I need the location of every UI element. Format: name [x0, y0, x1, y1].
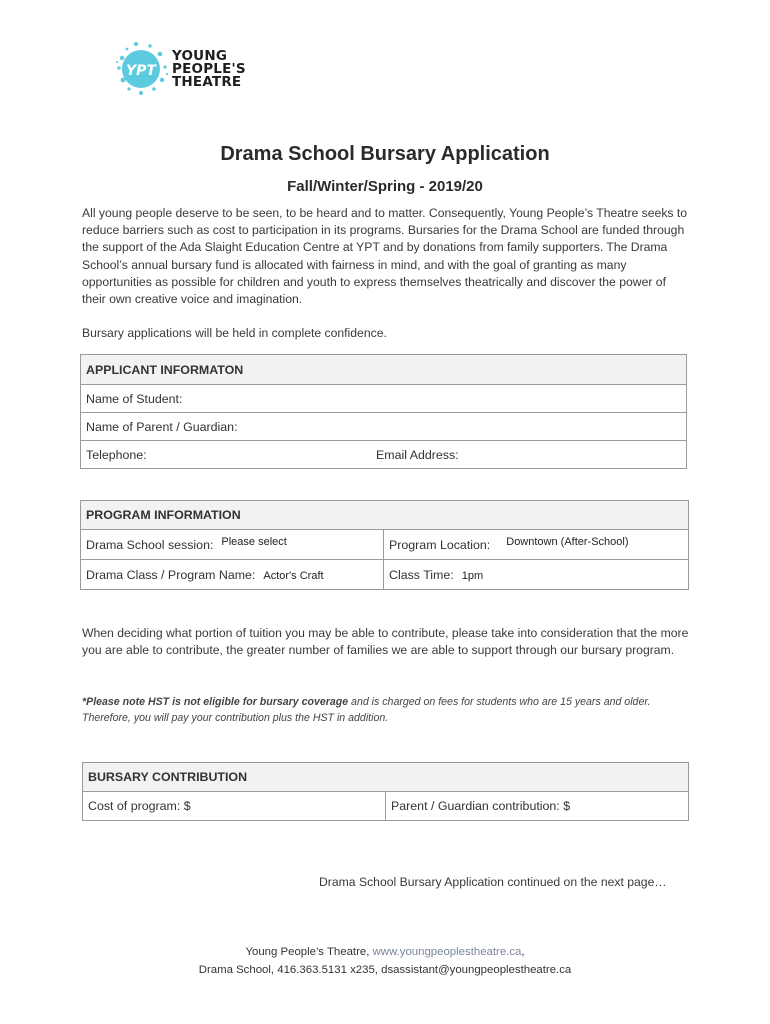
program-information-table	[80, 500, 689, 590]
cost-field[interactable]: Cost of program: $	[83, 792, 386, 821]
footer-line-1: Young People’s Theatre, www.youngpeoplestheatre.ca,	[245, 946, 525, 958]
email-field[interactable]: Email Address:	[371, 441, 687, 469]
continued-note: Drama School Bursary Application continued on the next page…	[319, 875, 667, 889]
class-time-value[interactable]: 1pm	[461, 569, 484, 582]
parent-name-field[interactable]: Name of Parent / Guardian:	[81, 413, 687, 441]
tuition-paragraph: When deciding what portion of tuition you may be able to contribute, please take into consideration that the more you are able to contribute, the greater number of families we are able to support through our bursary program.	[82, 626, 689, 658]
intro-paragraph: All young people deserve to be seen, to be heard and to matter. Consequently, Young People’s Theatre seeks to reduce barriers such as cost to participation in its programs. Bursaries for the Drama School are funded through the support of the Ada Slaight Education Centre at YPT and by donations from family supporters. The Drama School’s annual bursary fund is allocated with fairness in mind, and with the goal of granting as many opportunities as possible for children and youth to express themselves theatrically and discover the power of their own creative voice and imagination.	[82, 206, 688, 307]
applicant-information-table	[80, 354, 687, 469]
ypt-logo	[114, 38, 264, 100]
program-heading: PROGRAM INFORMATION	[81, 501, 689, 530]
page-title: Drama School Bursary Application	[220, 143, 550, 165]
page-subtitle: Fall/Winter/Spring - 2019/20	[287, 178, 483, 195]
bursary-heading: BURSARY CONTRIBUTION	[83, 763, 689, 792]
contribution-field[interactable]: Parent / Guardian contribution: $	[386, 792, 689, 821]
session-field[interactable]: Drama School session: Please select	[81, 530, 384, 560]
bursary-contribution-table	[82, 762, 689, 821]
class-name-field[interactable]: Drama Class / Program Name: Actor's Craft	[81, 560, 384, 590]
session-select[interactable]: Please select	[221, 535, 287, 548]
ypt-splash-icon	[114, 38, 170, 100]
telephone-field[interactable]: Telephone:	[81, 441, 372, 469]
svg-text:YPT: YPT	[126, 63, 156, 79]
applicant-heading: APPLICANT INFORMATON	[81, 355, 687, 385]
footer	[0, 944, 770, 979]
location-select[interactable]: Downtown (After-School)	[506, 535, 629, 548]
logo-wordmark: YOUNG PEOPLE'S THEATRE	[172, 48, 246, 90]
location-field[interactable]: Program Location: Downtown (After-School)	[384, 530, 689, 560]
confidence-paragraph: Bursary applications will be held in complete confidence.	[82, 326, 387, 340]
class-time-field[interactable]: Class Time: 1pm	[384, 560, 689, 590]
footer-line-2: Drama School, 416.363.5131 x235, dsassistant@youngpeoplestheatre.ca	[198, 963, 572, 976]
hst-note: *Please note HST is not eligible for bursary coverage and is charged on fees for students who are 15 years and older. Therefore, you will pay your contribution plus the HST in addition.	[82, 696, 651, 724]
student-name-field[interactable]: Name of Student:	[81, 385, 687, 413]
class-name-value[interactable]: Actor's Craft	[263, 569, 324, 582]
website-link[interactable]: www.youngpeoplestheatre.ca	[372, 946, 522, 958]
